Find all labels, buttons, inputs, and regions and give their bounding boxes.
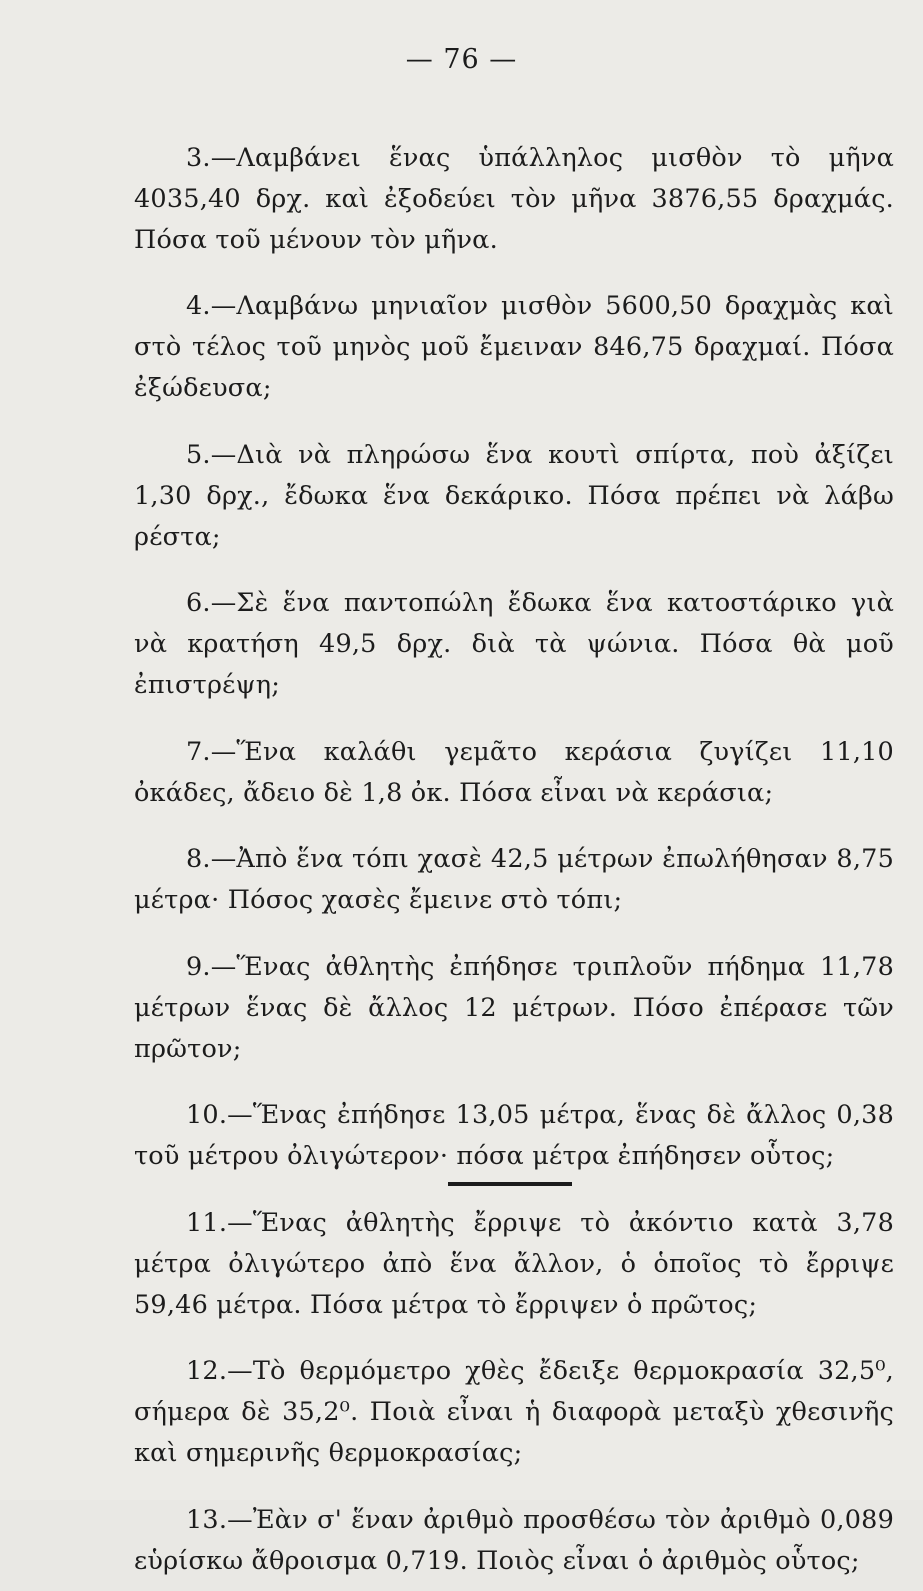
- problem-13: 13.—Ἐὰν σ' ἕναν ἀριθμὸ προσθέσω τὸν ἀριθμὸ 0,089 εὑρίσκω ἄθροισμα 0,719. Ποιὸς εἶναι ὁ ἀριθμὸς οὗτος;: [134, 1504, 894, 1576]
- problem-7: 7.—Ἕνα καλάθι γεμᾶτο κεράσια ζυγίζει 11,10 ὀκάδες, ἄδειο δὲ 1,8 ὀκ. Πόσα εἶναι νὰ κεράσια;: [134, 736, 894, 808]
- problem-5: 5.—Διὰ νὰ πληρώσω ἕνα κουτὶ σπίρτα, ποὺ ἀξίζει 1,30 δρχ., ἔδωκα ἕνα δεκάρικο. Πόσα πρέπει νὰ λάβω ρέστα;: [134, 439, 894, 552]
- problem-6: 6.—Σὲ ἕνα παντοπώλη ἔδωκα ἕνα κατοστάρικο γιὰ νὰ κρατήση 49,5 δρχ. διὰ τὰ ψώνια. Πόσα θὰ μοῦ ἐπιστρέψη;: [134, 588, 894, 700]
- problem-3: 3.—Λαμβάνει ἕνας ὑπάλληλος μισθὸν τὸ μῆνα 4035,40 δρχ. καὶ ἐξοδεύει τὸν μῆνα 3876,55 δραχμάς. Πόσα τοῦ μένουν τὸν μῆνα.: [134, 142, 894, 255]
- end-rule: [448, 1182, 572, 1186]
- problem-10: 10.—Ἕνας ἐπήδησε 13,05 μέτρα, ἕνας δὲ ἄλλος 0,38 τοῦ μέτρου ὀλιγώτερον· πόσα μέτρα ἐπήδησεν οὗτος;: [134, 1100, 894, 1171]
- page-number: — 76 —: [405, 44, 518, 75]
- problem-8: 8.—Ἀπὸ ἕνα τόπι χασὲ 42,5 μέτρων ἐπωλήθησαν 8,75 μέτρα· Πόσος χασὲς ἔμεινε στὸ τόπι;: [134, 844, 894, 915]
- problem-11: 11.—Ἕνας ἀθλητὴς ἔρριψε τὸ ἀκόντιο κατὰ 3,78 μέτρα ὀλιγώτερο ἀπὸ ἕνα ἄλλον, ὁ ὁποῖος τὸ ἔρριψε 59,46 μέτρα. Πόσα μέτρα τὸ ἔρριψεν ὁ πρῶτος;: [134, 1207, 894, 1320]
- problem-12: 12.—Τὸ θερμόμετρο χθὲς ἔδειξε θερμοκρασία 32,5⁰, σήμερα δὲ 35,2⁰. Ποιὰ εἶναι ἡ διαφορὰ μεταξὺ χθεσινῆς καὶ σημερινῆς θερμοκρασίας;: [134, 1356, 894, 1468]
- problem-4: 4.—Λαμβάνω μηνιαῖον μισθὸν 5600,50 δραχμὰς καὶ στὸ τέλος τοῦ μηνὸς μοῦ ἔμειναν 846,75 δραχμαί. Πόσα ἐξώδευσα;: [134, 291, 894, 403]
- problem-list: [134, 112, 894, 1591]
- problem-9: 9.—Ἕνας ἀθλητὴς ἐπήδησε τριπλοῦν πήδημα 11,78 μέτρων ἕνας δὲ ἄλλος 12 μέτρων. Πόσο ἐπέρασε τῶν πρῶτον;: [134, 951, 894, 1064]
